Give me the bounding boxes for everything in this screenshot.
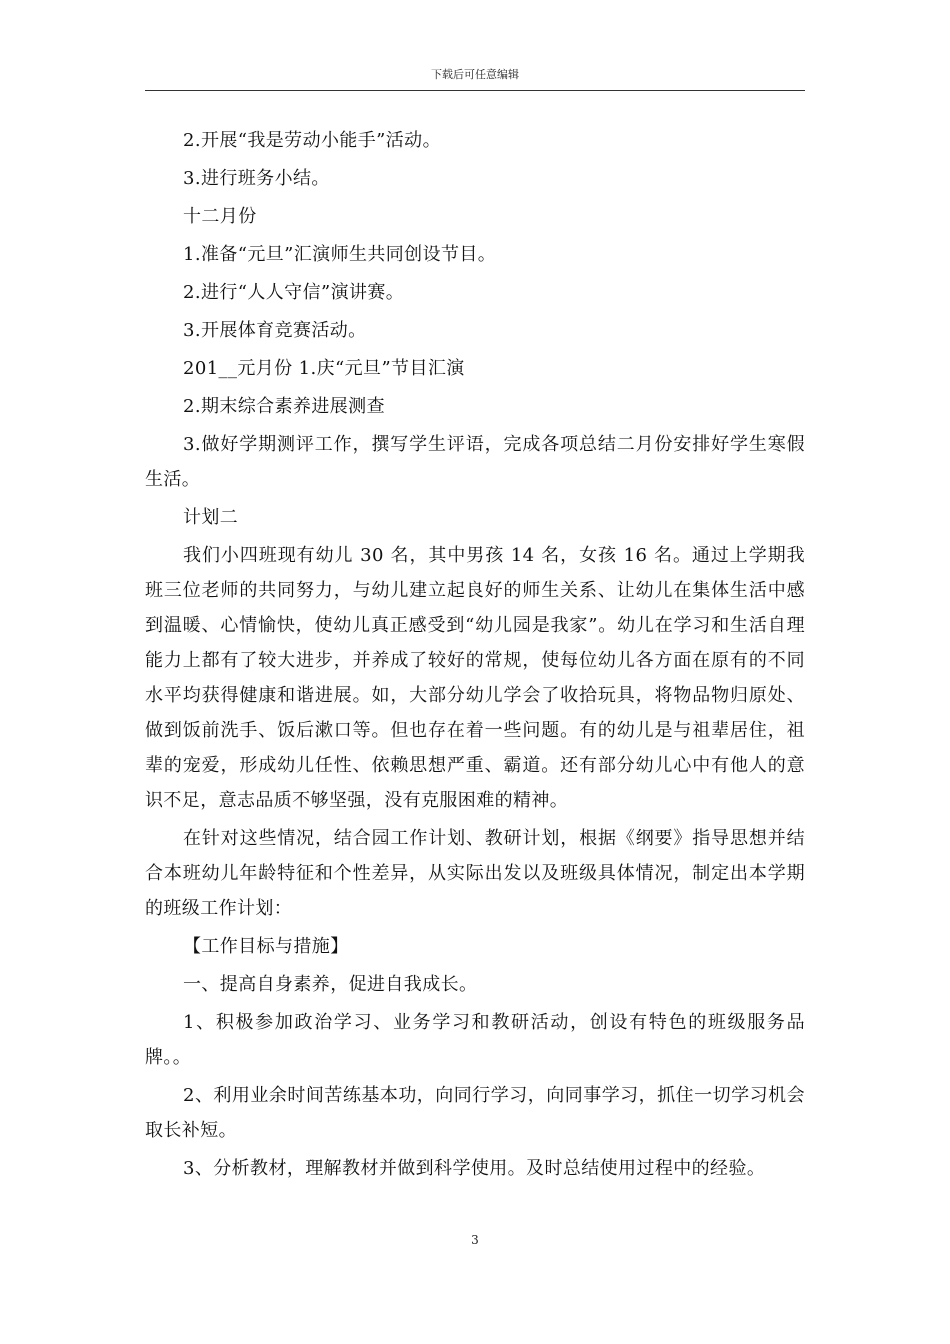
heading-self-improvement: 一、提高自身素养，促进自我成长。 [183, 974, 478, 995]
paragraph-activity-labor: 2.开展“我是劳动小能手”活动。 [183, 130, 441, 151]
list-item-materials: 3、分析教材，理解教材并做到科学使用。及时总结使用过程中的经验。 [183, 1158, 766, 1179]
paragraph-sports: 3.开展体育竞赛活动。 [183, 320, 367, 341]
heading-goals-measures: 【工作目标与措施】 [183, 936, 349, 957]
paragraph-final-test: 2.期末综合素养进展测查 [183, 396, 385, 417]
page-number: 3 [471, 1233, 479, 1247]
paragraph-plan-basis: 在针对这些情况，结合园工作计划、教研计划，根据《纲要》指导思想并结合本班幼儿年龄特征和个性差异，从实际出发以及班级具体情况，制定出本学期的班级工作计划： [145, 828, 805, 919]
list-item-practice: 2、利用业余时间苦练基本功，向同行学习，向同事学习，抓住一切学习机会取长补短。 [145, 1085, 805, 1141]
paragraph-class-overview: 我们小四班现有幼儿 30 名，其中男孩 14 名，女孩 16 名。通过上学期我班三位老师的共同努力，与幼儿建立起良好的师生关系、让幼儿在集体生活中感到温暖、心情愉快，使幼儿真正感受到“幼儿园是我家”。幼儿在学习和生活自理能力上都有了较大进步，并养成了较好的常规，使每位幼儿各方面在原有的不同水平均获得健康和谐进展。如，大部分幼儿学会了收拾玩具，将物品物归原处、做到饭前洗手、饭后漱口等。但也存在着一些问题。有的幼儿是与祖辈居住，祖辈的宠爱，形成幼儿任性、依赖思想严重、霸道。还有部分幼儿心中有他人的意识不足，意志品质不够坚强，没有克服困难的精神。 [145, 545, 805, 811]
paragraph-speech-contest: 2.进行“人人守信”演讲赛。 [183, 282, 405, 303]
heading-plan-two: 计划二 [183, 507, 239, 528]
list-item-study: 1、积极参加政治学习、业务学习和教研活动，创设有特色的班级服务品牌。。 [145, 1012, 805, 1068]
header-divider [145, 90, 805, 91]
paragraph-class-summary: 3.进行班务小结。 [183, 168, 330, 189]
heading-december: 十二月份 [183, 206, 257, 227]
paragraph-january: 201__元月份 1.庆“元旦”节目汇演 [183, 358, 465, 379]
paragraph-new-year-show: 1.准备“元旦”汇演师生共同创设节目。 [183, 244, 497, 265]
page-header: 下载后可任意编辑 [431, 68, 519, 81]
document-body [145, 123, 805, 1189]
paragraph-evaluation: 3.做好学期测评工作，撰写学生评语，完成各项总结二月份安排好学生寒假生活。 [145, 434, 805, 490]
